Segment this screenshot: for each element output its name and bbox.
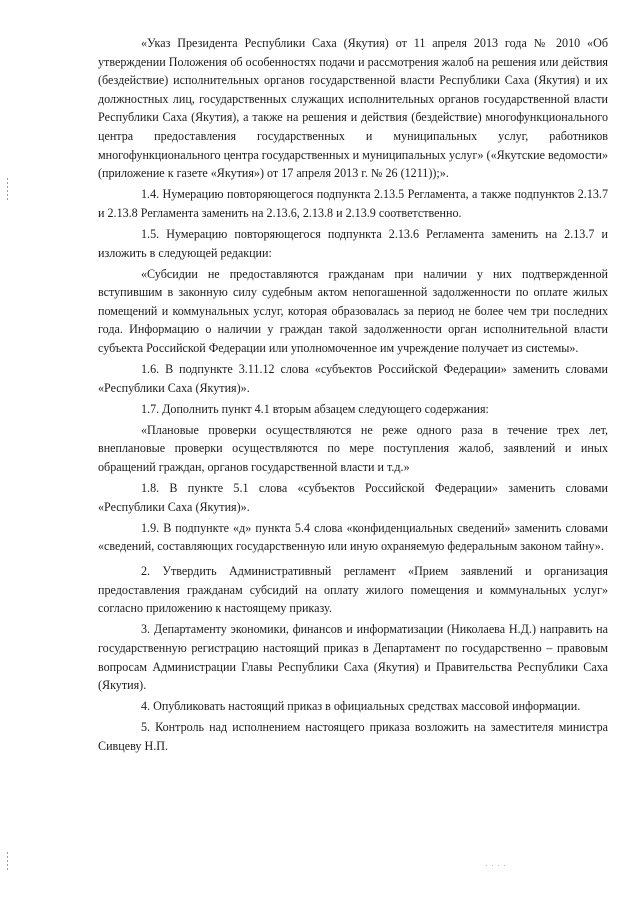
document-body (98, 34, 608, 758)
paragraph-decree-citation: «Указ Президента Республики Саха (Якутия) от 11 апреля 2013 года № 2010 «Об утверждении Положения об особенностях подачи и рассмотрения жалоб на решения или действия (бездействие) исполнительных органов государственной власти Республики Саха (Якутия) и их должностных лиц, государственных служащих исполнительных органов государственной власти Республики Саха (Якутия), а также на решения и действия (бездействие) многофункционального центра предоставления государственных и муниципальных услуг, работников многофункционального центра государственных и муниципальных услуг» («Якутские ведомости» (приложение к газете «Якутия») от 17 апреля 2013 г. № 26 (1211));». (98, 36, 608, 181)
paragraph-item-2: 2. Утвердить Административный регламент «Прием заявлений и организация предоставления гражданам субсидий на оплату жилого помещения и коммунальных услуг» согласно приложению к настоящему приказу. (98, 564, 608, 616)
paragraph-item-1-5: 1.5. Нумерацию повторяющегося подпункта 2.13.6 Регламента заменить на 2.13.7 и изложить в следующей редакции: (98, 226, 608, 260)
paragraph-item-1-6: 1.6. В подпункте 3.11.12 слова «субъектов Российской Федерации» заменить словами «Республики Саха (Якутия)». (98, 362, 608, 395)
scan-margin-marks (7, 852, 9, 876)
scan-margin-marks (7, 178, 9, 204)
paragraph-item-4: 4. Опубликовать настоящий приказ в официальных средствах массовой информации. (141, 699, 581, 714)
paragraph-item-1-9: 1.9. В подпункте «д» пункта 5.4 слова «конфиденциальных сведений» заменить словами «сведений, составляющих государственную или иную охраняемую федеральным законом тайну». (98, 520, 608, 554)
paragraph-item-5: 5. Контроль над исполнением настоящего приказа возложить на заместителя министра Сивцеву Н.П. (98, 720, 608, 753)
paragraph-item-1-8: 1.8. В пункте 5.1 слова «субъектов Российской Федерации» заменить словами «Республики Саха (Якутия)». (98, 481, 608, 514)
paragraph-subsidy-quote: «Субсидии не предоставляются гражданам при наличии у них подтвержденной вступившим в законную силу судебным актом непогашенной задолженности по оплате жилых помещений и коммунальных услуг, которая образовалась за период не более чем три последних года. Информацию о наличии у граждан такой задолженности орган исполнительной власти субъекта Российской Федерации или уполномоченное им учреждение получает из системы». (98, 266, 608, 355)
paragraph-item-1-7: 1.7. Дополнить пункт 4.1 вторым абзацем следующего содержания: (141, 401, 489, 416)
scan-speck (486, 853, 516, 855)
paragraph-item-3: 3. Департаменту экономики, финансов и информатизации (Николаева Н.Д.) направить на государственную регистрацию настоящий приказ в Департамент по государственно – правовым вопросам Администрации Главы Республики Саха (Якутия) и Правительства Республики Саха (Якутия). (98, 622, 608, 693)
paragraph-inspections-quote: «Плановые проверки осуществляются не реже одного раза в течение трех лет, внеплановые проверки осуществляются по мере поступления жалоб, заявлений и иных обращений граждан, органов государственной власти и т.д.» (98, 422, 608, 475)
paragraph-item-1-4: 1.4. Нумерацию повторяющегося подпункта 2.13.5 Регламента, а также подпунктов 2.13.7 и 2.13.8 Регламента заменить на 2.13.6, 2.13.8 и 2.13.9 соответственно. (98, 187, 608, 220)
